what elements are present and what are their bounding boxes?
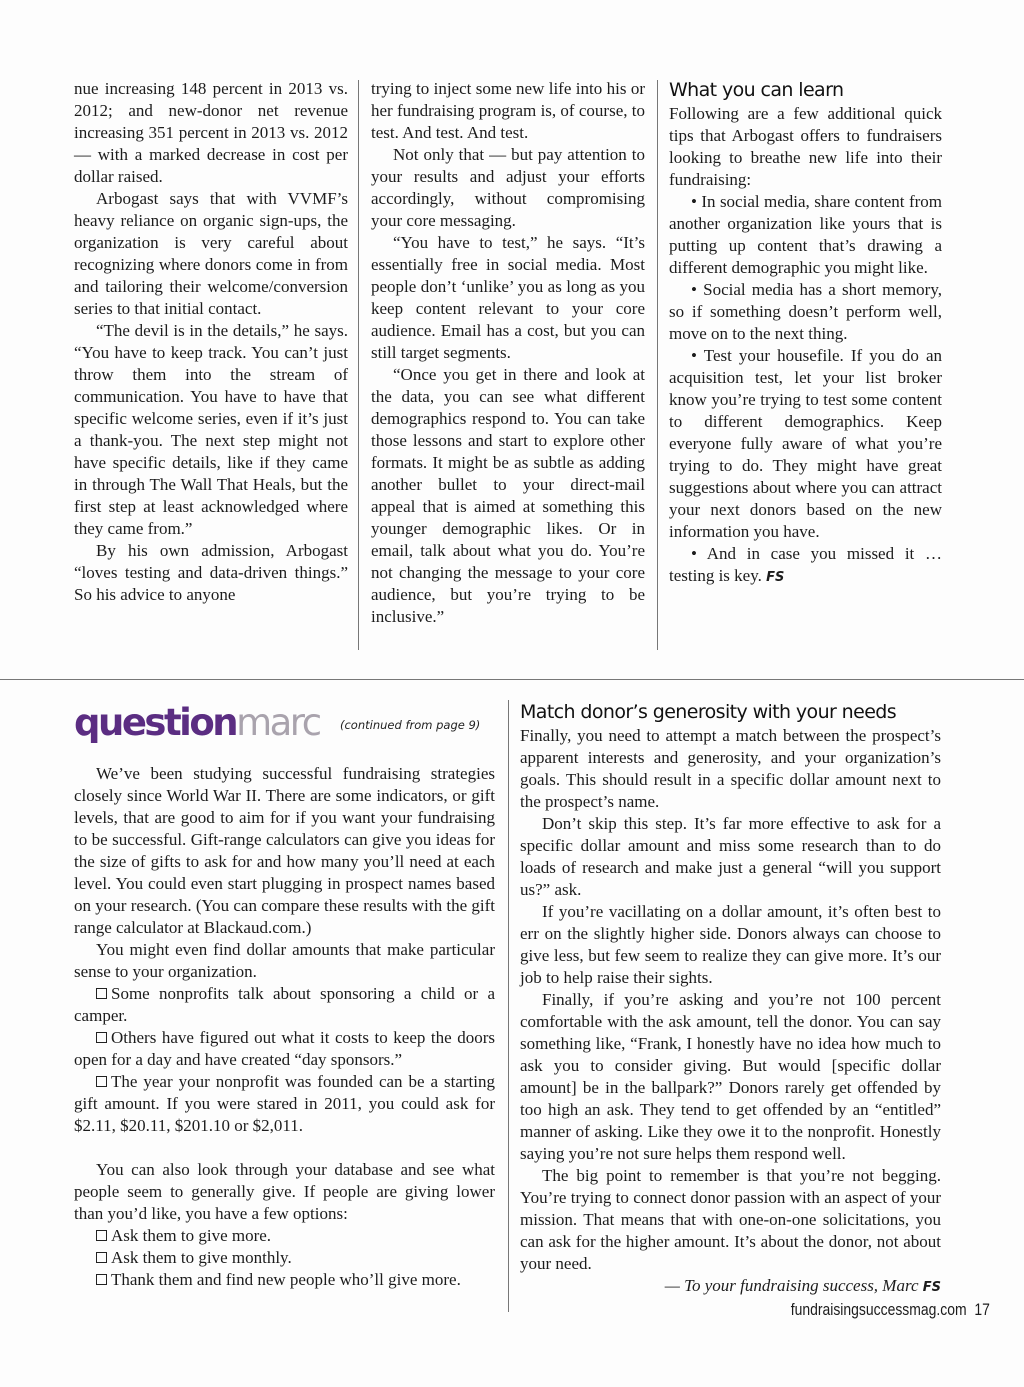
logo-question: question [74,701,237,744]
footer-site: fundraisingsuccessmag.com [790,1300,967,1319]
paragraph: nue increasing 148 percent in 2013 vs. 2012; and new-donor net revenue increasing 351 percent in 2013 vs. 2012 — with a marked decrease in cost per dollar raised. [74,79,348,186]
end-mark: FS [922,1280,941,1295]
top-column-2 [371,78,645,628]
end-mark: FS [766,570,785,585]
signature-text: — To your fundraising success, Marc [664,1276,919,1295]
tip-item [669,543,942,589]
signature [520,1275,941,1299]
checkbox-square-icon [96,1252,107,1263]
column-divider [508,700,509,1312]
paragraph: If you’re vacillating on a dollar amount, it’s often best to err on the slightly higher side. Donors always can choose to give less, but few seem to realize they can give more. It’s our job to help raise their sights. [520,902,941,987]
tip-item: • Social media has a short memory, so if something doesn’t perform well, move on to the next thing. [669,280,942,343]
paragraph: By his own admission, Arbogast “loves testing and data-driven things.” So his advice to anyone [74,541,348,604]
paragraph: “Once you get in there and look at the data, you can see what different demographics respond to. You can take those lessons and start to explore other formats. It might be as subtle as adding another bullet to your direct-mail appeal that is aimed at something this younger demographic likes. Or in email, talk about what you do. You’re not changing the message to your core audience, but you’re trying to be inclusive.” [371,365,645,626]
paragraph: Finally, if you’re asking and you’re not 100 percent comfortable with the ask amount, tell the donor. You can say something like, “Frank, I honestly have no idea how much to ask you to consider giving. But would [specific dollar amount] be in the ballpark?” Donors rarely get offended by too high an ask. They tend to get offended by an “entitled” manner of asking. Like they owe it to the nonprofit. Honestly saying you’re not sure helps them respond well. [520,990,941,1163]
logo-marc: marc [236,701,320,744]
paragraph: You might even find dollar amounts that make particular sense to your organization. [74,940,495,981]
list-item [74,1071,495,1137]
checkbox-square-icon [96,1032,107,1043]
page-number: 17 [974,1300,990,1319]
option-item [74,1225,495,1247]
bottom-left-column [74,763,495,1291]
paragraph: We’ve been studying successful fundraising strategies closely since World War II. There are some indicators, or gift levels, that are good to aim for if you want your fundraising to be successful. Gift-range calculators can give you ideas for the size of gifts to ask for and how many you’ll need at each level. You could even start plugging in prospect names based on your research. (You can compare these results with the gift range calculator at Blackaud.com.) [74,764,495,937]
tip-text: • And in case you missed it … testing is key. [669,544,942,585]
paragraph: Finally, you need to attempt a match between the prospect’s apparent interests and generosity, and your organization’s goals. This should result in a specific dollar amount next to the prospect’s name. [520,726,941,811]
tip-item: • In social media, share content from another organization like yours that is putting up content that’s drawing a different demographic you might like. [669,192,942,277]
paragraph: Arbogast says that with VVMF’s heavy reliance on organic sign-ups, the organization is very careful about recognizing where donors come in from and tailoring their welcome/conversion series to that initial contact. [74,189,348,318]
section-heading: What you can learn [669,79,844,101]
checkbox-square-icon [96,988,107,999]
list-item [74,1027,495,1071]
list-item-text: Others have figured out what it costs to keep the doors open for a day and have created “day sponsors.” [74,1028,495,1069]
list-item [74,983,495,1027]
tip-item: • Test your housefile. If you do an acquisition test, let your list broker know you’re trying to test some content to different demographics. Keep everyone fully aware of what you’re trying to do. They might have great suggestions about where you can attract your next donors based on the new information you have. [669,346,942,541]
option-item [74,1247,495,1269]
option-text: Thank them and find new people who’ll give more. [111,1270,461,1289]
option-text: Ask them to give more. [111,1226,272,1245]
checkbox-square-icon [96,1274,107,1285]
column-divider [657,80,658,650]
paragraph: You can also look through your database and see what people seem to generally give. If people are giving lower than you’d like, you have a few options: [74,1160,495,1223]
top-column-3 [669,78,942,589]
paragraph: trying to inject some new life into his or her fundraising program is, of course, to test. And test. And test. [371,79,645,142]
checkbox-square-icon [96,1076,107,1087]
paragraph: The big point to remember is that you’re not begging. You’re trying to connect donor passion with an aspect of your mission. That means that with one-on-one solicitations, you can ask for the higher amount. It’s about the donor, not about your need. [520,1166,941,1273]
list-item-text: Some nonprofits talk about sponsoring a child or a camper. [74,984,495,1025]
column-divider [358,80,359,650]
paragraph: “You have to test,” he says. “It’s essentially free in social media. Most people don’t ‘unlike’ you as long as you keep content relevant to your core audience. Email has a cost, but you can still target segments. [371,233,645,362]
checkbox-square-icon [96,1230,107,1241]
paragraph: “The devil is in the details,” he says. “You have to keep track. You can’t just throw them into the stream of communication. You have to have that specific welcome series, even if it’s just a thank-you. The next step might not have specific details, like if they came in through The Wall That Heals, but the first step at least acknowledged where they came from.” [74,321,348,538]
paragraph: Not only that — but pay attention to your results and adjust your efforts accordingly, without compromising your core messaging. [371,145,645,230]
paragraph: Following are a few additional quick tips that Arbogast offers to fundraisers looking to breathe new life into their fundraising: [669,104,942,189]
option-item [74,1269,495,1291]
paragraph: Don’t skip this step. It’s far more effective to ask for a specific dollar amount and miss some research than to do loads of research and make just a general “will you support us?” ask. [520,814,941,899]
page-footer [791,1300,990,1320]
column-logo [74,700,320,746]
section-heading: Match donor’s generosity with your needs [520,701,897,723]
list-item-text: The year your nonprofit was founded can be a starting gift amount. If you were stared in 2011, you could ask for $2.11, $20.11, $201.10 or $2,011. [74,1072,495,1135]
top-column-1 [74,78,348,606]
continued-note: (continued from page 9) [340,718,481,732]
option-text: Ask them to give monthly. [111,1248,292,1267]
section-divider [0,679,1024,680]
bottom-right-column [520,700,941,1299]
